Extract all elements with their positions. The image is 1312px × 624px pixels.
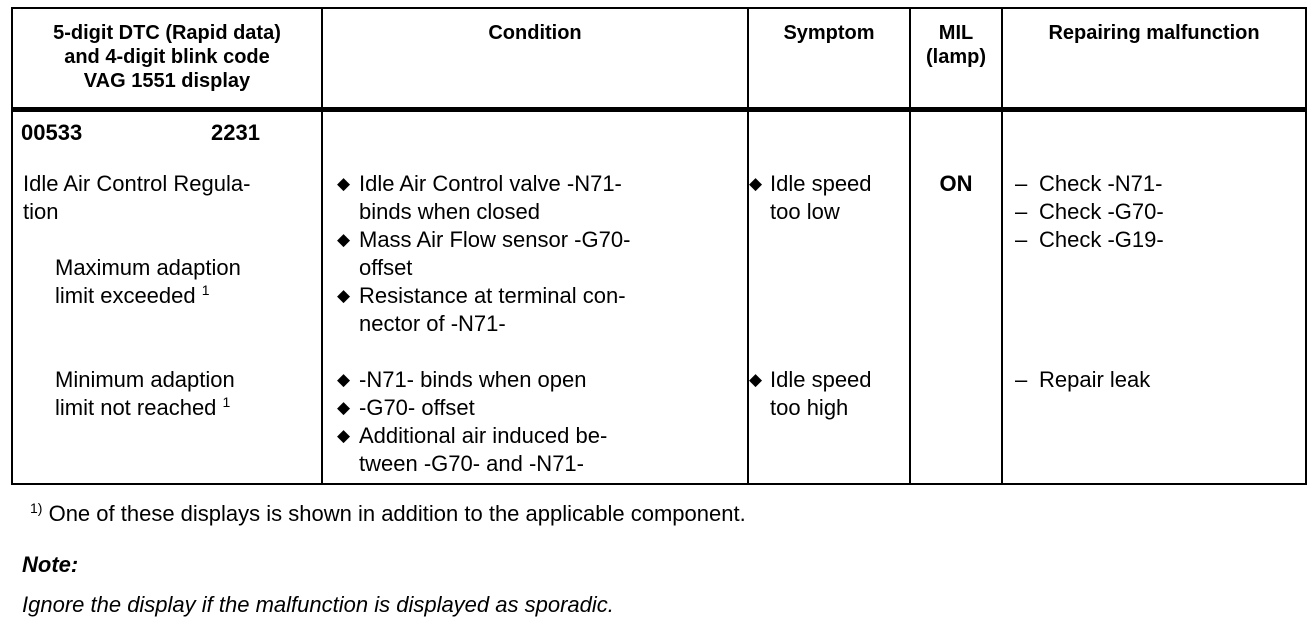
symptom-text: Idle speed: [770, 367, 872, 392]
header-dtc: [13, 9, 321, 107]
bullet-icon: ◆: [337, 370, 351, 389]
dtc-table: [11, 7, 1307, 485]
bullet-icon: ◆: [337, 174, 351, 193]
header-dtc-line: VAG 1551 display: [83, 70, 251, 92]
symptom-text: Idle speed: [770, 171, 872, 196]
max-adaption-label: Maximum adaption: [55, 255, 241, 280]
dtc-code: 00533: [21, 120, 83, 145]
footnote-text: One of these displays is shown in addition to the applicable component.: [48, 501, 746, 526]
max-adaption-label: [55, 282, 210, 310]
condition-item: nector of -N71-: [359, 311, 506, 336]
min-adaption-label-text: limit not reached: [55, 395, 217, 420]
symptom-text: too low: [770, 199, 840, 224]
min-adaption-label: Minimum adaption: [55, 367, 235, 392]
bullet-icon: ◆: [337, 286, 351, 305]
header-mil-line: (lamp): [926, 46, 986, 68]
repair-item: Repair leak: [1039, 367, 1151, 392]
bullet-icon: ◆: [749, 174, 763, 193]
header-mil-line: MIL: [938, 22, 974, 44]
footnote: [30, 500, 746, 528]
header-mil: [911, 9, 1001, 107]
header-dtc-line: and 4-digit blink code: [64, 46, 270, 68]
dash-icon: –: [1015, 367, 1028, 392]
bullet-icon: ◆: [337, 230, 351, 249]
header-repair: [1003, 9, 1305, 107]
symptom-text: too high: [770, 395, 849, 420]
bullet-icon: ◆: [337, 426, 351, 445]
dash-icon: –: [1015, 227, 1028, 252]
mil-status: ON: [939, 171, 973, 196]
dash-icon: –: [1015, 171, 1028, 196]
header-symptom-label: Symptom: [783, 22, 875, 44]
blink-code: 2231: [211, 120, 260, 145]
repair-item: Check -N71-: [1039, 171, 1163, 196]
component-name: Idle Air Control Regula-: [23, 171, 251, 196]
footnote-marker: 1): [30, 500, 43, 516]
condition-item: -G70- offset: [359, 395, 475, 420]
dash-icon: –: [1015, 199, 1028, 224]
repair-item: Check -G19-: [1039, 227, 1164, 252]
repair-item: Check -G70-: [1039, 199, 1164, 224]
condition-item: Idle Air Control valve -N71-: [359, 171, 622, 196]
condition-item: Mass Air Flow sensor -G70-: [359, 227, 631, 252]
header-symptom: [749, 9, 909, 107]
max-adaption-label-text: limit exceeded: [55, 283, 196, 308]
condition-item: tween -G70- and -N71-: [359, 451, 584, 476]
note-text: Ignore the display if the malfunction is displayed as sporadic.: [22, 592, 614, 617]
footnote-ref: 1: [222, 394, 231, 410]
component-name: tion: [23, 199, 59, 224]
header-dtc-line: 5-digit DTC (Rapid data): [53, 22, 281, 44]
header-repair-label: Repairing malfunction: [1048, 22, 1260, 44]
condition-item: -N71- binds when open: [359, 367, 587, 392]
bullet-icon: ◆: [749, 370, 763, 389]
header-condition: [323, 9, 747, 107]
condition-item: Resistance at terminal con-: [359, 283, 626, 308]
condition-item: offset: [359, 255, 413, 280]
condition-item: binds when closed: [359, 199, 541, 224]
note-label: Note:: [22, 552, 79, 577]
header-condition-label: Condition: [488, 22, 582, 44]
min-adaption-label: [55, 394, 230, 422]
condition-item: Additional air induced be-: [359, 423, 608, 448]
bullet-icon: ◆: [337, 398, 351, 417]
header-separator: [13, 107, 1305, 112]
footnote-ref: 1: [201, 282, 210, 298]
